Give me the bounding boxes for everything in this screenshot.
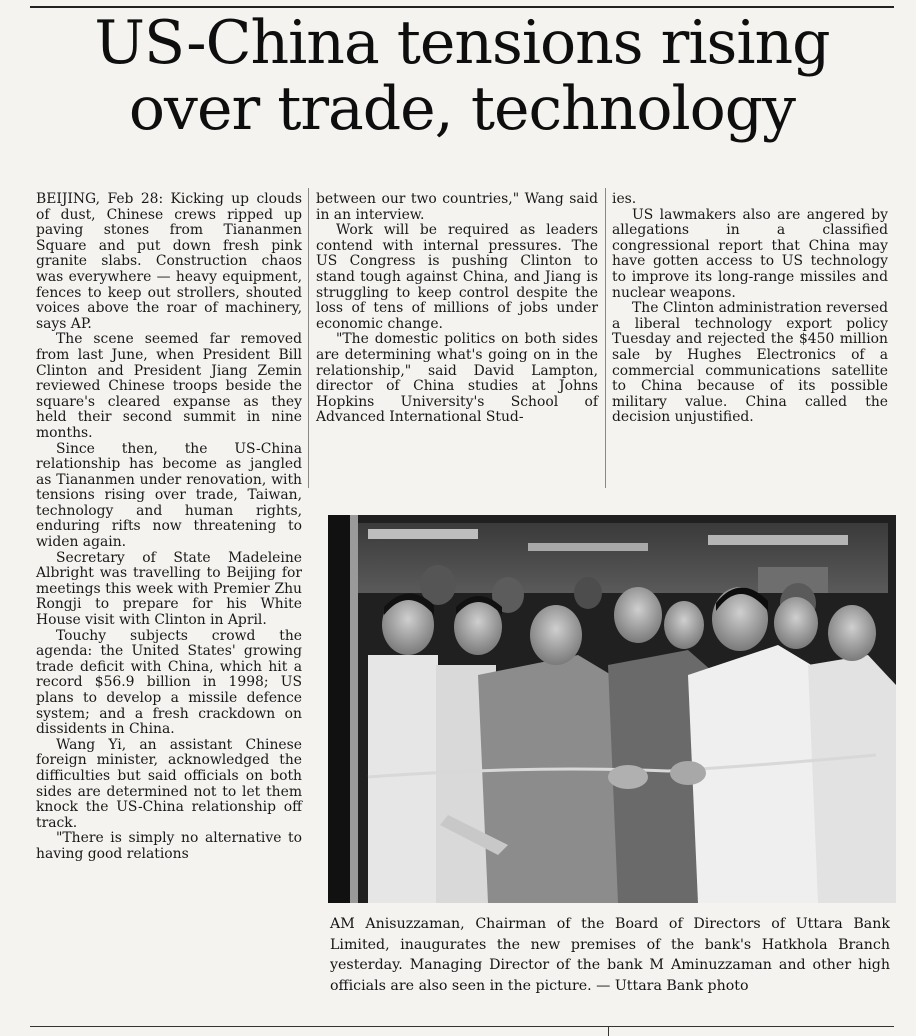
- article-column-3: [612, 192, 888, 426]
- column-divider: [308, 188, 309, 488]
- paragraph: BEIJING, Feb 28: Kicking up clouds of dust, Chinese crews ripped up paving stones from Tiananmen Square and put down fresh pink granite slabs. Construction chaos was everywhere — heavy equipment, fences to keep out strollers, shouted voices above the roar of machinery, says AP.: [36, 191, 302, 332]
- column-divider: [605, 188, 606, 488]
- paragraph: Since then, the US-China relationship has become as jangled as Tiananmen under renovation, with tensions rising over trade, Taiwan, technology and human rights, enduring rifts now threatening to widen again.: [36, 440, 302, 551]
- paragraph: US lawmakers also are angered by allegations in a classified congressional report that China may have gotten access to US technology to improve its long-range missiles and nuclear weapons.: [612, 206, 888, 301]
- paragraph: "There is simply no alternative to having good relations: [36, 830, 302, 862]
- paragraph: "The domestic politics on both sides are determining what's going on in the relationship," said David Lampton, director of China studies at Johns Hopkins University's School of Advanced International Stud-: [316, 331, 598, 426]
- photo-image: [328, 515, 896, 903]
- article-column-2: [316, 192, 598, 426]
- paragraph: Touchy subjects crowd the agenda: the United States' growing trade deficit with China, which hit a record $56.9 billion in 1998; US plans to develop a missile defence system; and a fresh crackdown on dissidents in China.: [36, 627, 302, 738]
- paragraph: between our two countries," Wang said in an interview.: [316, 191, 598, 223]
- paragraph: The Clinton administration reversed a liberal technology export policy Tuesday and rejected the $450 million sale by Hughes Electronics of a commercial communications satellite to China because of its possible military value. China called the decision unjustified.: [612, 300, 888, 426]
- bottom-rule: [30, 1026, 894, 1027]
- paragraph: Secretary of State Madeleine Albright was travelling to Beijing for meetings this week with Premier Zhu Rongji to prepare for his White House visit with Clinton in April.: [36, 549, 302, 629]
- paragraph: Work will be required as leaders contend with internal pressures. The US Congress is pushing Clinton to stand tough against China, and Jiang is struggling to keep control despite the loss of tens of millions of jobs under economic change.: [316, 222, 598, 332]
- bottom-rule-divider: [608, 1026, 609, 1036]
- news-photo: [328, 515, 896, 903]
- paragraph: Wang Yi, an assistant Chinese foreign minister, acknowledged the difficulties but said officials on both sides are determined not to let them knock the US-China relationship off track.: [36, 736, 302, 831]
- photo-caption: AM Anisuzzaman, Chairman of the Board of Directors of Uttara Bank Limited, inaugurates the new premises of the bank's Hatkhola Branch yesterday. Managing Director of the bank M Aminuzzaman and other high officials are also seen in the picture. — Uttara Bank photo: [330, 916, 890, 994]
- headline: US-China tensions rising over trade, technology: [94, 8, 830, 144]
- article-column-1: [36, 192, 302, 863]
- paragraph: The scene seemed far removed from last June, when President Bill Clinton and President Jiang Zemin reviewed Chinese troops beside the square's cleared expanse as they held their second summit in nine months.: [36, 331, 302, 441]
- paragraph: ies.: [612, 191, 637, 207]
